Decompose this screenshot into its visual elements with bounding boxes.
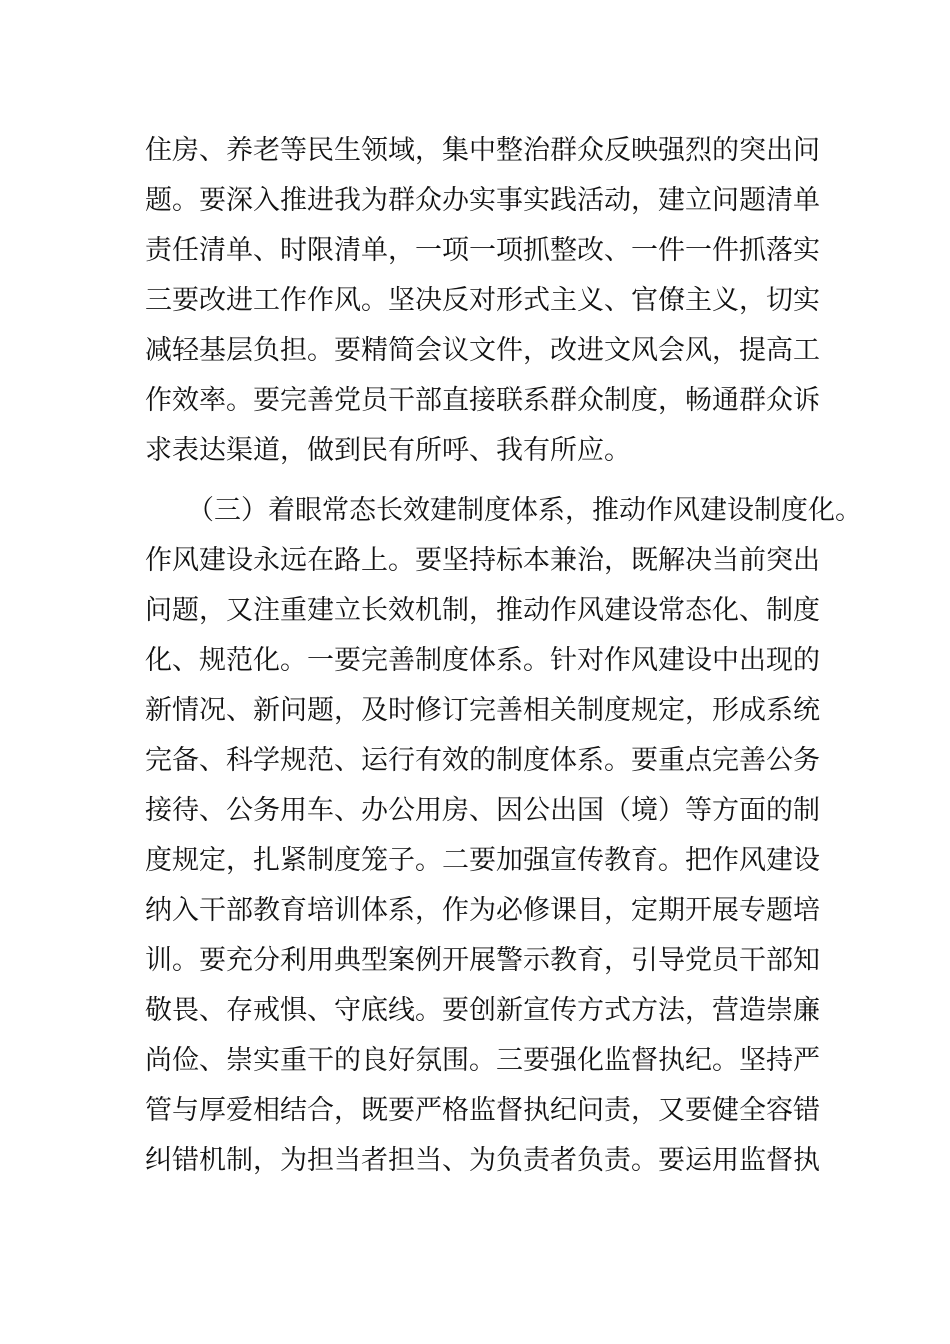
paragraph-line: 作效率。要完善党员干部直接联系群众制度，畅通群众诉 [145,385,820,416]
paragraph-line: 住房、养老等民生领域，集中整治群众反映强烈的突出问 [145,135,820,166]
paragraph-line: 化、规范化。一要完善制度体系。针对作风建设中出现的 [145,645,820,676]
paragraph-line: 纠错机制，为担当者担当、为负责者负责。要运用监督执 [145,1145,820,1176]
paragraph-line: 尚俭、崇实重干的良好氛围。三要强化监督执纪。坚持严 [145,1045,820,1076]
section-heading-line: （三）着眼常态长效建制度体系，推动作风建设制度化。 [187,495,862,526]
paragraph-line: 管与厚爱相结合，既要严格监督执纪问责，又要健全容错 [145,1095,820,1126]
paragraph-line: 三要改进工作作风。坚决反对形式主义、官僚主义，切实 [145,285,820,316]
paragraph-line: 题。要深入推进我为群众办实事实践活动，建立问题清单 [145,185,820,216]
paragraph-line: 接待、公务用车、办公用房、因公出国（境）等方面的制 [145,795,820,826]
paragraph-line: 训。要充分利用典型案例开展警示教育，引导党员干部知 [145,945,820,976]
paragraph-line: 新情况、新问题，及时修订完善相关制度规定，形成系统 [145,695,820,726]
paragraph-line: 作风建设永远在路上。要坚持标本兼治，既解决当前突出 [145,545,820,576]
paragraph-line: 问题，又注重建立长效机制，推动作风建设常态化、制度 [145,595,820,626]
paragraph-line: 求表达渠道，做到民有所呼、我有所应。 [145,435,631,466]
paragraph-line: 敬畏、存戒惧、守底线。要创新宣传方式方法，营造崇廉 [145,995,820,1026]
paragraph-2 [145,486,862,1186]
paragraph-1 [145,126,825,476]
paragraph-line: 纳入干部教育培训体系，作为必修课目，定期开展专题培 [145,895,820,926]
paragraph-line: 减轻基层负担。要精简会议文件，改进文风会风，提高工 [145,335,820,366]
paragraph-line: 责任清单、时限清单，一项一项抓整改、一件一件抓落实 [145,235,820,266]
paragraph-line: 度规定，扎紧制度笼子。二要加强宣传教育。把作风建设 [145,845,820,876]
paragraph-line: 完备、科学规范、运行有效的制度体系。要重点完善公务 [145,745,820,776]
